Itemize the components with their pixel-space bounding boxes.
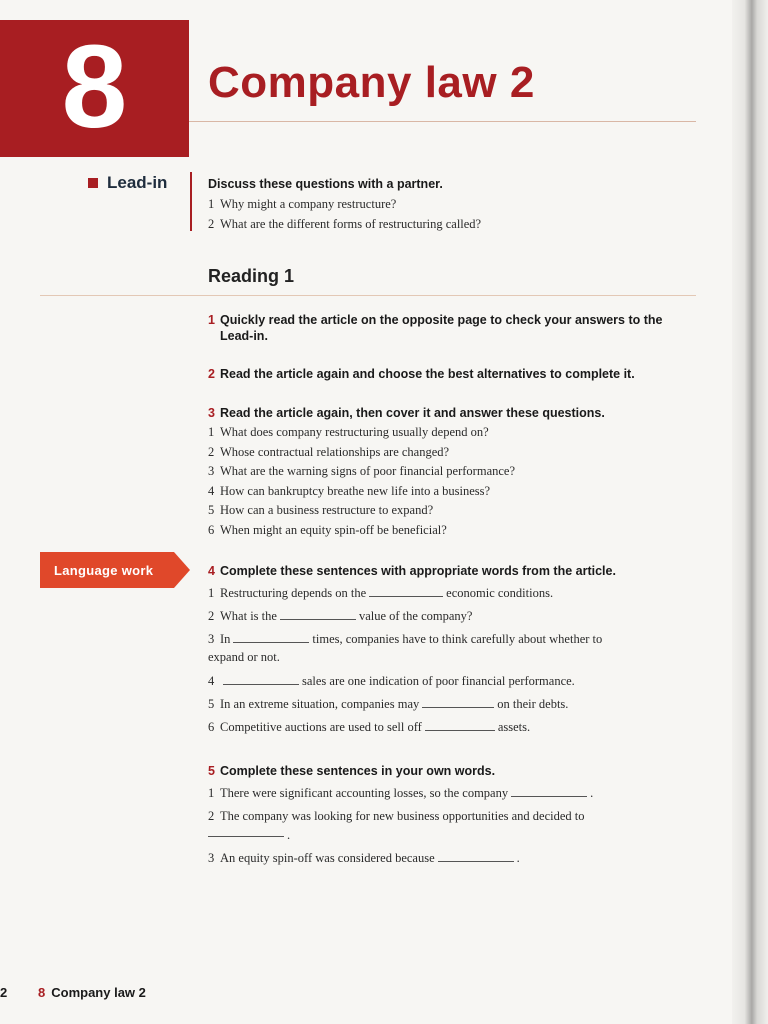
lead-in-divider [190, 172, 192, 231]
item-text: What does company restructuring usually depend on? [220, 425, 489, 439]
item-number: 5 [208, 697, 215, 711]
section-title-reading: Reading 1 [208, 266, 295, 286]
item-text: What are the warning signs of poor financial performance? [220, 464, 516, 479]
sentence-end: . [590, 786, 594, 800]
item-number: 3 [208, 851, 215, 865]
sentence-start: An equity spin-off was considered because [220, 851, 435, 865]
task-instruction: Read the article again and choose the best alternatives to complete it. [220, 367, 635, 381]
item-number: 2 [208, 444, 215, 459]
answer-blank[interactable] [438, 851, 514, 862]
list-item [208, 693, 678, 716]
task-instruction: Quickly read the article on the opposite page to check your answers to the Lead-in. [220, 313, 663, 343]
answer-blank[interactable] [233, 632, 309, 643]
list-item [208, 501, 678, 521]
language-work-tab [40, 552, 190, 588]
sentence-start: Restructuring depends on the [220, 586, 367, 600]
sentence-end: on their debts. [497, 697, 569, 711]
footer-unit-title: Company law 2 [51, 985, 146, 1000]
lead-in-question [208, 214, 688, 234]
list-item [208, 582, 678, 605]
task-instruction: Complete these sentences with appropriate words from the article. [220, 564, 616, 578]
task-number: 3 [208, 406, 215, 420]
list-item [208, 423, 678, 443]
task-instruction: Read the article again, then cover it and answer these questions. [220, 406, 605, 420]
sentence-start: In [220, 632, 231, 646]
task-1 [208, 312, 678, 344]
title-divider [189, 121, 696, 122]
list-item [208, 443, 678, 463]
answer-blank[interactable] [422, 697, 494, 708]
question-number: 2 [208, 217, 215, 231]
lead-in-label [88, 173, 167, 193]
square-bullet-icon [88, 178, 98, 188]
question-text: Why might a company restructure? [220, 197, 397, 211]
item-number: 3 [208, 632, 215, 646]
lead-in-instruction: Discuss these questions with a partner. [208, 177, 443, 191]
task-heading [208, 405, 678, 421]
item-text: How can bankruptcy breathe new life into a business? [220, 483, 491, 498]
lead-in-label-text: Lead-in [107, 173, 168, 192]
answer-blank[interactable] [223, 674, 299, 685]
sentence-start: There were significant accounting losses, so the company [220, 786, 509, 800]
task-3 [208, 405, 678, 541]
task-instruction: Complete these sentences in your own words. [220, 764, 496, 778]
question-number: 1 [208, 197, 215, 211]
sentence-end: sales are one indication of poor financial performance. [302, 674, 575, 688]
list-item [208, 462, 678, 482]
sentence-start: Competitive auctions are used to sell off [220, 720, 422, 734]
list-item [208, 521, 678, 541]
sentence-list [208, 782, 678, 870]
list-item [208, 782, 678, 805]
list-item [208, 482, 678, 502]
sentence-continuation [208, 826, 678, 844]
sentence-end: . [287, 828, 291, 842]
item-number: 1 [208, 786, 215, 800]
task-2 [208, 366, 678, 382]
task-5 [208, 763, 678, 870]
sentence-list [208, 582, 678, 739]
list-item [208, 716, 678, 739]
unit-number-box [0, 20, 189, 157]
question-text: What are the different forms of restructuring called? [220, 217, 482, 231]
lead-in-block [208, 177, 688, 234]
task-heading [208, 312, 678, 344]
answer-blank[interactable] [369, 586, 443, 597]
item-number: 2 [208, 609, 215, 623]
sentence-start: The company was looking for new business opportunities and decided to [220, 809, 585, 823]
task-number: 2 [208, 367, 215, 381]
sentence-start: What is the [220, 609, 277, 623]
lead-in-question [208, 194, 688, 214]
question-list [208, 423, 678, 541]
item-number: 2 [208, 809, 215, 823]
item-number: 1 [208, 425, 215, 439]
footer-unit-number: 8 [38, 985, 46, 1000]
answer-blank[interactable] [511, 786, 587, 797]
item-number: 4 [208, 674, 215, 688]
task-number: 5 [208, 764, 215, 778]
page-footer [0, 985, 146, 1000]
task-number: 1 [208, 313, 215, 327]
task-heading [208, 763, 678, 779]
task-heading [208, 563, 678, 579]
sentence-start: In an extreme situation, companies may [220, 697, 420, 711]
item-number: 6 [208, 522, 215, 537]
item-number: 6 [208, 720, 215, 734]
item-number: 3 [208, 464, 215, 479]
sentence-continuation: expand or not. [208, 650, 280, 664]
task-4 [208, 563, 678, 739]
unit-title: Company law 2 [208, 58, 535, 107]
answer-blank[interactable] [208, 826, 284, 837]
task-number: 4 [208, 564, 215, 578]
item-text: When might an equity spin-off be beneficial? [220, 522, 447, 537]
list-item [208, 670, 678, 693]
item-number: 4 [208, 483, 215, 498]
item-text: Whose contractual relationships are changed? [220, 444, 450, 459]
language-work-label: Language work [54, 563, 154, 578]
sentence-end: times, companies have to think carefully about whether to [312, 632, 603, 646]
item-text: How can a business restructure to expand? [220, 503, 434, 518]
sentence-end: assets. [497, 720, 531, 734]
item-number: 1 [208, 586, 215, 600]
unit-number: 8 [61, 20, 128, 153]
list-item [208, 847, 678, 870]
sentence-end: value of the company? [358, 609, 473, 623]
answer-blank[interactable] [280, 609, 356, 620]
page-number: 2 [0, 985, 8, 1000]
sentence-end: economic conditions. [446, 586, 554, 600]
answer-blank[interactable] [425, 720, 495, 731]
list-item [208, 805, 678, 828]
page-edge-shadow [732, 0, 768, 1024]
item-number: 5 [208, 503, 215, 518]
section-divider [40, 295, 696, 296]
sentence-end: . [516, 851, 520, 865]
list-item [208, 605, 678, 628]
task-heading [208, 366, 678, 382]
